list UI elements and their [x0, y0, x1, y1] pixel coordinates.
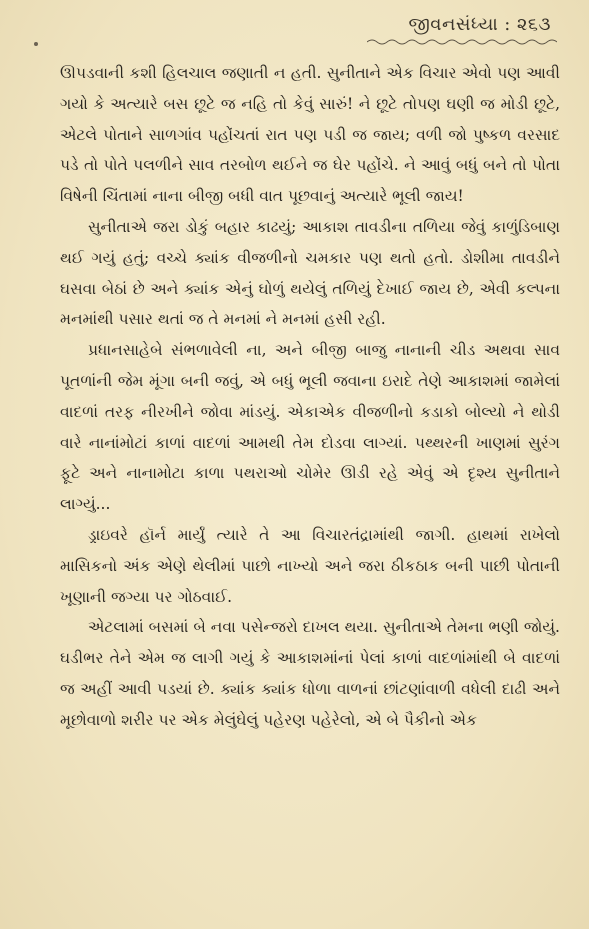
running-header — [408, 14, 551, 35]
running-title: જીવનસંધ્યા — [408, 14, 499, 35]
ink-speck — [34, 42, 38, 46]
paragraph-4: ડ્રાઇવરે હૉર્ન માર્યું ત્યારે તે આ વિચારતંદ્રામાંથી જાગી. હાથમાં રાખેલો માસિકનો અંક એણે થેલીમાં પાછો નાખ્યો અને જરા ઠીકઠાક બની પાછી પોતાની ખૂણાની જગ્યા પર ગોઠવાઈ. — [60, 525, 560, 606]
body-text — [60, 58, 560, 736]
header-flourish-ornament — [367, 38, 557, 46]
page-number: ૨૬૩ — [516, 14, 551, 35]
paragraph-2: સુનીતાએ જરા ડોકું બહાર કાઢયું; આકાશ તાવડીના તળિયા જેવું કાળુંડિબાણ થઈ ગયું હતું; વચ્ચે ક્યાંક વીજળીનો ચમકાર પણ થતો હતો. ડોશીમા તાવડીને ઘસવા બેઠાં છે અને ક્યાંક એનું ઘોળું થયેલું તળિયું દેખાઈ જાય છે, એવી કલ્પના મનમાંથી પસાર થતાં જ તે મનમાં ને મનમાં હસી રહી. — [60, 217, 560, 329]
paragraph-3: પ્રધાનસાહેબે સંભળાવેલી ના, અને બીજી બાજુ નાનાની ચીડ અથવા સાવ પૂતળાંની જેમ મૂંગા બની જવું, એ બધું ભૂલી જવાના ઇરાદે તેણે આકાશમાં જામેલાં વાદળાં તરફ નીરખીને જોવા માંડયું. એકાએક વીજળીનો કડાકો બોલ્યો ને થોડી વારે નાનાંમોટાં કાળાં વાદળાં આમથી તેમ દોડવા લાગ્યાં. પથ્થરની ખાણમાં સુરંગ ફૂટે અને નાનામોટા કાળા પથરાઓ ચોમેર ઊડી રહે એવું એ દૃશ્ય સુનીતાને લાગ્યું... — [60, 341, 560, 514]
paragraph-5: એટલામાં બસમાં બે નવા પસેન્જરો દાખલ થયા. સુનીતાએ તેમના ભણી જોયું. ઘડીભર તેને એમ જ લાગી ગયું કે આકાશમાંનાં પેલાં કાળાં વાદળાંમાંથી બે વાદળાં જ અહીં આવી પડયાં છે. ક્યાંક ક્યાંક ધોળા વાળનાં છાંટણાંવાળી વધેલી દાઢી અને મૂછોવાળો શરીર પર એક મેલુંઘેલું પહેરણ પહેરેલો, એ બે પૈકીનો એક — [60, 618, 560, 729]
paragraph-1: ઊપડવાની કશી હિલચાલ જણાતી ન હતી. સુનીતાને એક વિચાર એવો પણ આવી ગયો કે અત્યારે બસ છૂટે જ નહિ તો કેવું સારું! ને છૂટે તોપણ ઘણી જ મોડી છૂટે, એટલે પોતાને સાળગાંવ પહોંચતાં રાત પણ પડી જ જાય; વળી જો પુષ્કળ વરસાદ પડે તો પોતે પલળીને સાવ તરબોળ થઈને જ ઘેર પહોંચે. ને આવું બધું બને તો પોતા વિષેની ચિંતામાં નાના બીજી બધી વાત પૂછવાનું અત્યારે ભૂલી જાય! — [60, 64, 560, 206]
header-separator: : — [504, 14, 511, 35]
